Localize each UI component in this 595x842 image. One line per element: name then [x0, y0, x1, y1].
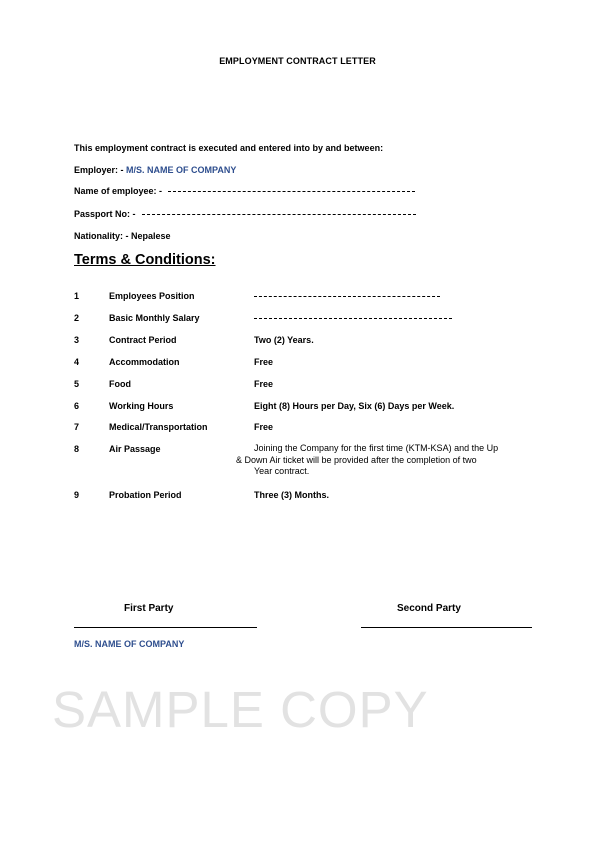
term-label: Medical/Transportation — [109, 422, 208, 432]
employee-name-blank — [168, 191, 415, 192]
air-passage-text — [236, 443, 536, 478]
term-number: 5 — [74, 379, 80, 389]
first-party-label: First Party — [124, 603, 174, 614]
passport-blank — [142, 214, 416, 215]
document-title: EMPLOYMENT CONTRACT LETTER — [219, 56, 376, 66]
nationality-line: Nationality: - Nepalese — [74, 231, 171, 241]
term-label: Working Hours — [109, 401, 174, 411]
air-passage-line: & Down Air ticket will be provided after the completion of two — [236, 454, 477, 465]
employer-value: M/S. NAME OF COMPANY — [126, 165, 237, 175]
term-label: Air Passage — [109, 444, 161, 454]
term-label: Basic Monthly Salary — [109, 313, 200, 323]
air-passage-line: Joining the Company for the first time (KTM-KSA) and the Up — [254, 443, 499, 453]
employer-line — [74, 165, 236, 175]
employee-name-line — [74, 186, 162, 196]
term-blank — [254, 318, 452, 319]
term-label: Food — [109, 379, 131, 389]
term-value: Three (3) Months. — [254, 490, 330, 500]
second-party-label: Second Party — [397, 603, 461, 614]
term-label: Employees Position — [109, 291, 195, 301]
term-value: Free — [254, 422, 274, 432]
term-number: 7 — [74, 422, 80, 432]
term-number: 2 — [74, 313, 80, 323]
term-number: 9 — [74, 490, 80, 500]
term-number: 4 — [74, 357, 80, 367]
intro-text: This employment contract is executed and entered into by and between: — [74, 143, 384, 153]
second-party-signature-line — [361, 627, 532, 628]
term-number: 1 — [74, 291, 80, 301]
term-value: Free — [254, 357, 274, 367]
term-number: 3 — [74, 335, 80, 345]
term-label: Contract Period — [109, 335, 177, 345]
term-number: 8 — [74, 444, 80, 454]
term-value: Free — [254, 379, 274, 389]
employer-label: Employer: - — [74, 165, 127, 175]
air-passage-line: Year contract. — [254, 466, 310, 476]
first-party-signature-line — [74, 627, 257, 628]
term-label: Accommodation — [109, 357, 180, 367]
passport-line — [74, 209, 136, 219]
term-number: 6 — [74, 401, 80, 411]
employee-name-label: Name of employee: - — [74, 186, 163, 196]
term-value: Two (2) Years. — [254, 335, 314, 345]
sample-copy-watermark: SAMPLE COPY — [52, 681, 429, 738]
term-value: Eight (8) Hours per Day, Six (6) Days per Week. — [254, 401, 455, 411]
term-label: Probation Period — [109, 490, 182, 500]
terms-heading: Terms & Conditions: — [74, 252, 216, 268]
company-signature-name: M/S. NAME OF COMPANY — [74, 639, 185, 649]
term-blank — [254, 296, 440, 297]
passport-label: Passport No: - — [74, 209, 136, 219]
